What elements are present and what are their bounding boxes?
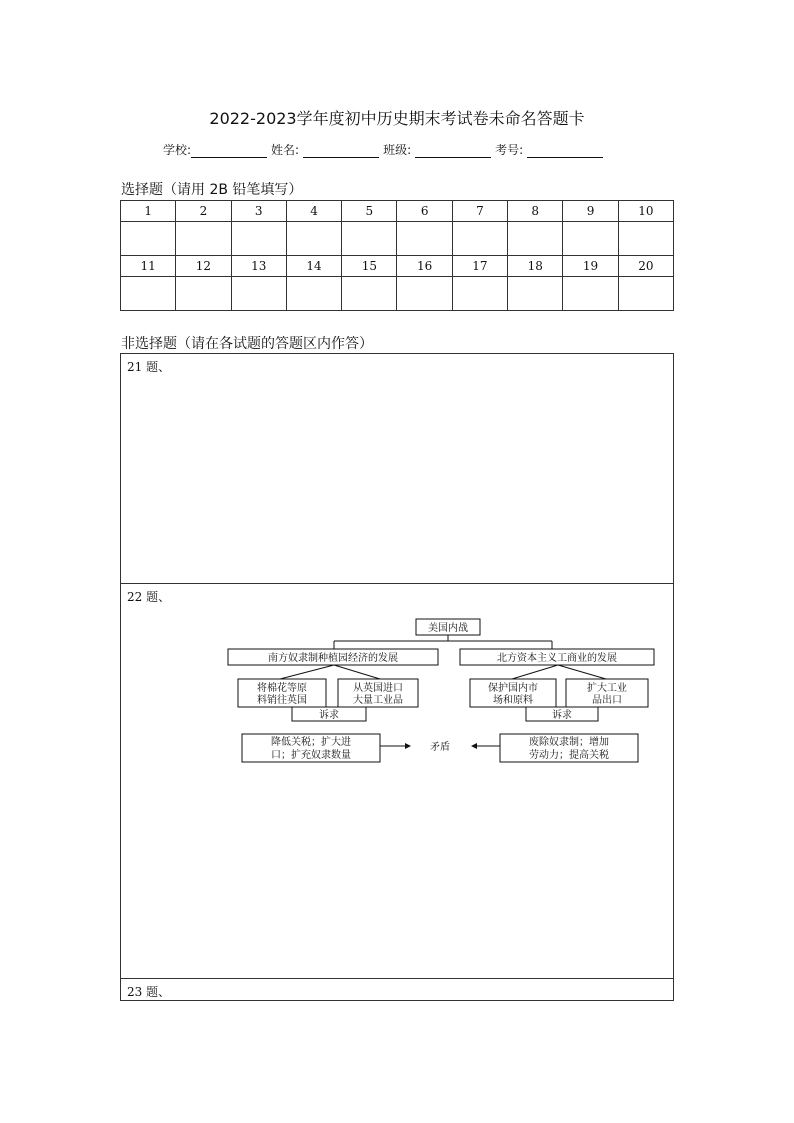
- diagram-north-result-line2: 劳动力；提高关税: [529, 750, 609, 761]
- diagram-south-a-line1: 将棉花等原: [257, 683, 307, 694]
- school-label: 学校:: [163, 143, 192, 157]
- answer-area-23[interactable]: [120, 978, 674, 1001]
- student-info-row: [163, 141, 607, 158]
- diagram-top-node: 美国内战: [428, 623, 468, 634]
- page-title: 2022-2023学年度初中历史期末考试卷未命名答题卡: [209, 109, 585, 128]
- answer-area-21[interactable]: [120, 353, 674, 584]
- question-label: 21 题、: [127, 360, 171, 374]
- question-number: 15: [342, 256, 397, 277]
- answer-cell[interactable]: [452, 222, 507, 256]
- answer-cell[interactable]: [618, 222, 673, 256]
- diagram-conflict-label: 矛盾: [430, 742, 450, 753]
- diagram-north-a-line2: 场和原料: [493, 695, 533, 706]
- civil-war-diagram: [220, 612, 660, 767]
- question-number: 5: [342, 201, 397, 222]
- diagram-south-result-line2: 口；扩充奴隶数量: [271, 750, 351, 761]
- diagram-south-result-line1: 降低关税；扩大进: [271, 737, 351, 748]
- diagram-south-b-line1: 从英国进口: [353, 683, 403, 694]
- answer-cell[interactable]: [176, 222, 231, 256]
- question-number: 6: [397, 201, 452, 222]
- name-field[interactable]: [303, 145, 379, 158]
- question-label: 23 题、: [127, 985, 171, 999]
- question-number: 2: [176, 201, 231, 222]
- answer-cell[interactable]: [397, 277, 452, 311]
- diagram-south-a-line2: 料销往英国: [257, 695, 307, 706]
- question-number: 3: [231, 201, 286, 222]
- answer-cell[interactable]: [397, 222, 452, 256]
- question-number: 19: [563, 256, 618, 277]
- question-number: 10: [618, 201, 673, 222]
- question-number: 14: [286, 256, 341, 277]
- answer-cell[interactable]: [342, 277, 397, 311]
- answer-cell[interactable]: [508, 277, 563, 311]
- question-number: 18: [508, 256, 563, 277]
- answer-cell[interactable]: [121, 277, 176, 311]
- diagram-south-node: 南方奴隶制种植园经济的发展: [268, 653, 398, 664]
- answer-cell[interactable]: [286, 222, 341, 256]
- exam-number-field[interactable]: [527, 145, 603, 158]
- question-number: 11: [121, 256, 176, 277]
- class-field[interactable]: [415, 145, 491, 158]
- answer-cell[interactable]: [231, 222, 286, 256]
- question-number: 20: [618, 256, 673, 277]
- question-number: 16: [397, 256, 452, 277]
- answer-cell[interactable]: [618, 277, 673, 311]
- diagram-north-a-line1: 保护国内市: [488, 683, 538, 694]
- answer-cell[interactable]: [342, 222, 397, 256]
- choice-answer-grid: [120, 200, 674, 311]
- question-number: 7: [452, 201, 507, 222]
- answer-cell[interactable]: [452, 277, 507, 311]
- answer-cell[interactable]: [508, 222, 563, 256]
- diagram-south-demand: 诉求: [319, 710, 339, 721]
- question-number: 13: [231, 256, 286, 277]
- diagram-north-b-line2: 品出口: [592, 695, 622, 706]
- answer-cell[interactable]: [121, 222, 176, 256]
- question-number: 4: [286, 201, 341, 222]
- question-number: 9: [563, 201, 618, 222]
- question-number: 1: [121, 201, 176, 222]
- name-label: 姓名:: [271, 143, 300, 157]
- question-number: 12: [176, 256, 231, 277]
- answer-cell[interactable]: [563, 277, 618, 311]
- nonchoice-section-label: 非选择题（请在各试题的答题区内作答）: [121, 336, 373, 352]
- diagram-south-b-line2: 大量工业品: [353, 695, 403, 706]
- answer-cell[interactable]: [563, 222, 618, 256]
- answer-cell[interactable]: [231, 277, 286, 311]
- class-label: 班级:: [383, 143, 412, 157]
- answer-cell[interactable]: [286, 277, 341, 311]
- diagram-north-demand: 诉求: [552, 710, 572, 721]
- diagram-north-b-line1: 扩大工业: [587, 683, 627, 694]
- school-field[interactable]: [191, 145, 267, 158]
- question-number: 8: [508, 201, 563, 222]
- diagram-north-node: 北方资本主义工商业的发展: [497, 653, 617, 664]
- question-label: 22 题、: [127, 590, 171, 604]
- exam-number-label: 考号:: [495, 143, 524, 157]
- choice-section-label: 选择题（请用 2B 铅笔填写）: [121, 182, 303, 198]
- question-number: 17: [452, 256, 507, 277]
- answer-cell[interactable]: [176, 277, 231, 311]
- diagram-north-result-line1: 废除奴隶制；增加: [529, 737, 609, 748]
